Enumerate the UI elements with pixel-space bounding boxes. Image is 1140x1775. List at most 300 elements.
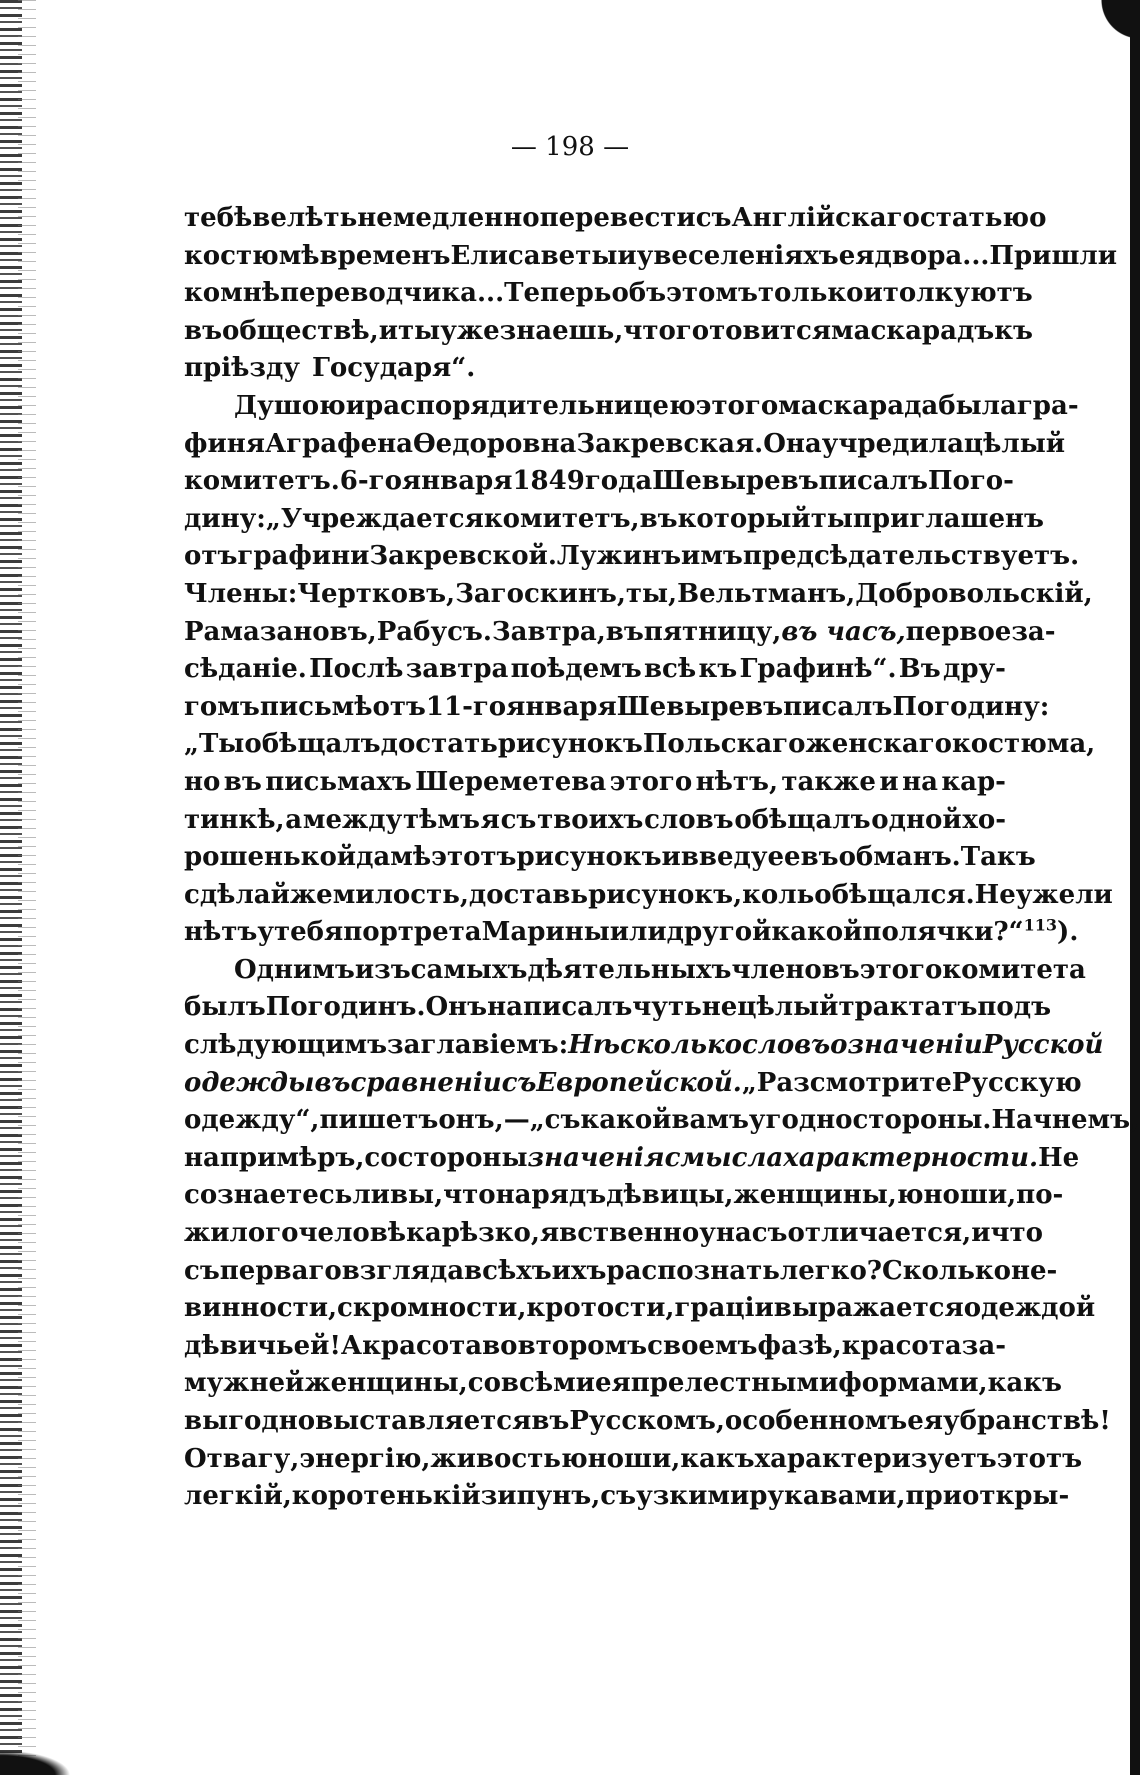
word: мужней	[184, 1368, 305, 1399]
word: красота	[841, 1330, 962, 1361]
word: объ	[611, 278, 667, 309]
word: этомъ	[666, 278, 758, 309]
word: статью	[919, 203, 1030, 233]
word: „съ	[529, 1105, 581, 1136]
word: стороны.	[852, 1105, 992, 1136]
word: Члены:	[184, 578, 298, 609]
word: цѣлый	[963, 428, 1066, 459]
word: маскарадъ	[831, 315, 995, 346]
word: этого	[695, 390, 779, 421]
word: ты	[398, 315, 441, 346]
word: 11-го	[425, 691, 507, 722]
word: —	[503, 1105, 530, 1136]
word: Погодинъ.	[265, 992, 426, 1023]
word: человѣка	[298, 1218, 442, 1249]
word: характеризуетъ	[754, 1443, 997, 1474]
word: и	[971, 1218, 991, 1249]
word: трактатъ	[838, 992, 978, 1023]
word: перваго	[219, 1255, 342, 1286]
word: на	[902, 766, 938, 797]
word: только	[757, 278, 864, 309]
word: гомъ	[184, 691, 260, 722]
word: Ѳедоровна	[413, 428, 577, 459]
word: ты	[810, 503, 853, 534]
text-line	[184, 350, 1006, 388]
word: а	[285, 804, 303, 835]
word: „Ты	[184, 729, 245, 760]
word: была	[938, 390, 1017, 421]
text-line	[184, 726, 1096, 764]
word: красота	[362, 1330, 483, 1361]
word: у	[257, 917, 275, 948]
word: письмѣ	[259, 691, 373, 722]
word: убранствѣ!	[943, 1406, 1111, 1436]
word: достать	[380, 729, 498, 760]
word: о	[1029, 203, 1047, 233]
word: „Учреждается	[265, 503, 484, 534]
word: этотъ	[431, 842, 517, 873]
text-line	[184, 1290, 1096, 1328]
word: 6-го	[339, 466, 402, 497]
word: что	[990, 1218, 1043, 1249]
word: Рамазановъ,	[184, 616, 377, 647]
word: мнѣ	[220, 278, 281, 309]
word: января	[506, 691, 617, 722]
word: винности,	[184, 1293, 338, 1324]
word: сдѣлай	[184, 879, 290, 910]
word: въ	[184, 315, 223, 346]
text-line	[184, 501, 1044, 539]
word: и	[879, 766, 899, 797]
text-line	[184, 463, 1014, 501]
word: своемъ	[647, 1330, 758, 1361]
word: пріѣзду	[184, 353, 300, 384]
word: другой	[666, 917, 772, 948]
word: немедленно	[357, 203, 540, 233]
word: обманъ.	[838, 842, 961, 873]
word: съ	[600, 1481, 637, 1512]
text-line	[184, 1215, 1043, 1253]
word: завтра	[405, 654, 509, 685]
word: угодно	[748, 1105, 853, 1136]
word: ея	[907, 1406, 943, 1436]
word: скромности,	[337, 1293, 527, 1324]
word: маскарада	[778, 390, 939, 421]
word: въ часъ,	[781, 616, 906, 647]
word: чуть	[632, 992, 702, 1023]
word: обѣщался.	[814, 879, 975, 910]
word: и	[345, 390, 366, 421]
page-number: — 198 —	[510, 132, 630, 162]
word: комитета	[942, 954, 1086, 985]
word: явственно	[539, 1218, 700, 1249]
word: этотъ	[996, 1443, 1083, 1474]
word: взгляда	[341, 1255, 465, 1286]
word: Такъ	[960, 842, 1036, 873]
word: дину:	[184, 503, 266, 534]
word: въ	[531, 1406, 570, 1436]
word: Марины	[481, 917, 610, 948]
word: какъ	[987, 1368, 1062, 1399]
word: былъ	[184, 992, 266, 1023]
word: Пришли	[989, 240, 1117, 271]
text-line	[184, 1441, 1083, 1479]
word: прелестными	[630, 1368, 839, 1399]
word: Погодину:	[892, 691, 1050, 722]
word: коротенькій	[291, 1481, 481, 1512]
word: дру-	[942, 654, 1006, 685]
text-line	[184, 200, 1047, 238]
word: тебя	[274, 917, 344, 948]
word: графини	[237, 541, 370, 572]
word: Душою	[234, 390, 346, 421]
word: членовъ	[731, 954, 860, 985]
word: о	[830, 1030, 848, 1061]
word: тѣмъ	[402, 804, 480, 835]
word: Завтра,	[491, 616, 606, 647]
text-line	[184, 1253, 1058, 1291]
word: обѣщалъ	[244, 729, 381, 760]
word: съ	[184, 1255, 220, 1286]
word: поѣдемъ	[510, 654, 642, 685]
word: распознать	[606, 1255, 780, 1286]
word: что	[623, 315, 676, 346]
word: Чертковъ,	[297, 578, 456, 609]
word: и	[863, 278, 883, 309]
word: рисунокъ,	[588, 879, 743, 910]
word: 1849	[512, 466, 585, 497]
word: рисунокъ	[497, 729, 643, 760]
word: второмъ	[517, 1330, 648, 1361]
word: жилого	[184, 1218, 299, 1249]
word: и	[378, 315, 399, 346]
word: писалъ	[783, 691, 893, 722]
word: Шевыревъ	[616, 691, 784, 722]
word: введу	[680, 842, 768, 873]
word: по-	[1016, 1180, 1064, 1211]
word: Русскомъ,	[569, 1406, 725, 1436]
word: характерности.	[783, 1142, 1039, 1173]
word: Начнемъ,	[991, 1105, 1140, 1136]
text-line	[184, 802, 1006, 840]
text-line	[184, 651, 1006, 689]
word: кар-	[941, 766, 1006, 797]
word: Вельтманъ,	[677, 578, 856, 609]
text-line	[184, 764, 1006, 802]
word: Графинѣ“.	[739, 654, 897, 685]
word: $^{113}$).	[1023, 915, 1079, 948]
word: всѣхъ	[464, 1255, 552, 1286]
word: пишетъ	[319, 1105, 439, 1136]
word: хо-	[962, 804, 1006, 835]
word: ея	[838, 240, 875, 271]
text-line	[184, 238, 1117, 276]
word: въ	[314, 1067, 351, 1098]
word: слѣдующимъ	[184, 1030, 388, 1061]
word: также	[781, 766, 876, 797]
word: Рабусъ.	[376, 616, 492, 647]
word: значеніи	[847, 1030, 983, 1061]
word: Закревская.	[576, 428, 764, 459]
word: двора...	[874, 240, 990, 271]
word: толкуютъ	[882, 278, 1033, 309]
word: обществѣ,	[222, 315, 379, 346]
word: съ	[500, 804, 537, 835]
text-line	[184, 614, 1056, 652]
word: Европейской.	[536, 1067, 742, 1098]
word: откры-	[962, 1481, 1070, 1512]
word: Въ	[898, 654, 941, 685]
scan-corner-artifact	[1090, 0, 1140, 40]
text-line	[184, 426, 1066, 464]
word: нѣтъ	[184, 917, 258, 948]
word: тинкѣ,	[184, 804, 285, 835]
word: готовится	[675, 315, 832, 346]
word: одеждой	[963, 1293, 1096, 1324]
word: знаешь,	[499, 315, 624, 346]
word: „Разсмотрите	[741, 1067, 952, 1098]
word: у	[699, 1218, 716, 1249]
word: юноши,	[560, 1443, 681, 1474]
word: узкими	[636, 1481, 750, 1512]
word: подъ	[977, 992, 1052, 1023]
text-line	[184, 989, 1052, 1027]
word: сѣданіе.	[184, 654, 307, 685]
word: Пого-	[927, 466, 1014, 497]
word: предсѣдательствуетъ.	[742, 541, 1080, 572]
word: Закревской.	[369, 541, 557, 572]
word: или	[609, 917, 667, 948]
word: велѣть	[252, 203, 358, 233]
word: ее	[767, 842, 801, 873]
word: одежды	[184, 1067, 315, 1098]
text-line	[184, 1065, 1082, 1103]
word: написалъ	[487, 992, 633, 1023]
word: отъ	[184, 541, 238, 572]
text-line	[184, 1365, 1062, 1403]
word: года	[584, 466, 653, 497]
word: Загоскинъ,	[455, 578, 626, 609]
word: въ	[605, 616, 644, 647]
word: января	[401, 466, 513, 497]
scan-bottom-smudge	[0, 1715, 170, 1775]
word: фазѣ,	[757, 1330, 842, 1361]
word: живость	[430, 1443, 561, 1474]
word: за-	[1011, 616, 1056, 647]
text-line	[184, 1328, 1006, 1366]
word: дѣвичьей!	[184, 1330, 341, 1361]
text-line	[184, 538, 1080, 576]
word: дѣвицы,	[606, 1180, 734, 1211]
word: за-	[961, 1330, 1006, 1361]
word: костюмѣ	[184, 240, 320, 271]
text-line	[184, 1403, 1111, 1441]
word: Елисаветы	[450, 240, 618, 271]
word: рѣзко,	[441, 1218, 540, 1249]
text-line	[184, 1140, 1080, 1178]
word: юноши,	[896, 1180, 1017, 1211]
word: тебѣ	[184, 203, 253, 233]
word: выгодно	[184, 1406, 316, 1436]
word: Добровольскій,	[855, 578, 1093, 609]
word: писалъ	[818, 466, 928, 497]
word: словъ	[741, 1030, 831, 1061]
word: костюма,	[952, 729, 1096, 760]
word: со	[364, 1142, 398, 1173]
word: Онъ	[425, 992, 488, 1023]
word: легкій,	[184, 1481, 292, 1512]
scan-right-edge-artifact	[1130, 0, 1140, 1775]
word: комитетъ.	[184, 466, 340, 497]
word: женскаго	[805, 729, 953, 760]
word: стороны	[397, 1142, 528, 1173]
word: значенія	[527, 1142, 665, 1173]
word: напримѣръ,	[184, 1142, 365, 1173]
text-line	[184, 388, 1079, 426]
word: сравненіи	[350, 1067, 502, 1098]
word: женщины,	[733, 1180, 897, 1211]
text-line	[184, 914, 1079, 952]
word: ты,	[625, 578, 678, 609]
word: не	[701, 992, 738, 1023]
word: Теперь	[504, 278, 612, 309]
word: что	[443, 1180, 496, 1211]
word: онъ,	[438, 1105, 504, 1136]
word: одной	[871, 804, 962, 835]
word: Она	[763, 428, 822, 459]
word: приглашенъ	[852, 503, 1044, 534]
word: Лужинъ	[556, 541, 682, 572]
word: портрета	[343, 917, 482, 948]
word: при	[905, 1481, 963, 1512]
scan-left-edge-noise	[18, 0, 36, 1775]
word: Отвагу,	[184, 1443, 300, 1474]
word: во	[482, 1330, 518, 1361]
word: въ	[639, 503, 678, 534]
word: легко?	[779, 1255, 883, 1286]
word: ли	[352, 1180, 390, 1211]
word: Послѣ	[309, 654, 404, 685]
word: и	[617, 240, 637, 271]
word: въ	[800, 842, 839, 873]
word: Аграфена	[264, 428, 413, 459]
word: обѣщалъ	[734, 804, 871, 835]
word: не-	[1010, 1255, 1058, 1286]
text-line	[184, 877, 1113, 915]
word: Польскаго	[642, 729, 806, 760]
word: гра-	[1016, 390, 1079, 421]
text-line	[184, 1177, 1064, 1215]
word: выставляется	[315, 1406, 532, 1436]
word: коль	[742, 879, 815, 910]
word: словъ	[644, 804, 734, 835]
word: я	[480, 804, 500, 835]
word: перевести	[539, 203, 696, 233]
word: ея	[594, 1368, 631, 1399]
word: съ	[501, 1067, 537, 1098]
word: Англійскаго	[731, 203, 920, 233]
word: Сколько	[882, 1255, 1011, 1286]
word: формами,	[838, 1368, 988, 1399]
word: же	[289, 879, 333, 910]
word: учредила	[821, 428, 964, 459]
word: вамъ	[671, 1105, 749, 1136]
word: заглавіемъ:	[387, 1030, 569, 1061]
word: письмахъ	[265, 766, 412, 797]
word: милость,	[332, 879, 469, 910]
word: ихъ	[551, 1255, 607, 1286]
word: рошенькой	[184, 842, 357, 873]
text-line	[184, 689, 1050, 727]
word: рукавами,	[749, 1481, 906, 1512]
word: нарядъ	[495, 1180, 607, 1211]
word: Государя“.	[311, 353, 476, 384]
word: уже	[440, 315, 500, 346]
word: отъ	[372, 691, 426, 722]
word: Русскую	[951, 1067, 1082, 1098]
word: полячки?“	[862, 917, 1024, 948]
word: первое	[905, 616, 1012, 647]
word: который	[677, 503, 811, 534]
word: особенномъ	[724, 1406, 908, 1436]
word: кротости,	[526, 1293, 675, 1324]
word: этого	[859, 954, 943, 985]
word: между	[302, 804, 403, 835]
word: Однимъ	[234, 954, 355, 985]
word: цѣлый	[737, 992, 839, 1023]
word: нѣтъ,	[695, 766, 779, 797]
word: къ	[994, 315, 1033, 346]
word: Шевыревъ	[652, 466, 819, 497]
text-line	[184, 952, 1086, 990]
word: ко	[184, 278, 221, 309]
word: временъ	[319, 240, 451, 271]
word: одежду“,	[184, 1105, 320, 1136]
word: вы,	[389, 1180, 444, 1211]
word: увеселеніяхъ	[636, 240, 839, 271]
word: насъ	[715, 1218, 788, 1249]
word: съ	[695, 203, 732, 233]
word: комитетъ,	[483, 503, 640, 534]
text-line	[184, 1027, 1104, 1065]
text-line	[184, 1478, 1070, 1516]
body-text	[184, 200, 1140, 1516]
word: распорядительницею	[365, 390, 696, 421]
word: въ	[223, 766, 262, 797]
word: и	[661, 842, 681, 873]
word: женщины,	[304, 1368, 468, 1399]
word: энергію,	[299, 1443, 431, 1474]
word: А	[340, 1330, 363, 1361]
word: смысла	[664, 1142, 784, 1173]
text-line	[184, 313, 1033, 351]
word: Нѣсколько	[568, 1030, 742, 1061]
word: выражается	[773, 1293, 964, 1324]
word: сознаетесь	[184, 1180, 353, 1211]
word: всѣ	[643, 654, 697, 685]
word: зипунъ,	[480, 1481, 601, 1512]
word: Неужели	[974, 879, 1113, 910]
word: этого	[609, 766, 693, 797]
text-line	[184, 839, 1036, 877]
text-line	[184, 1102, 1140, 1140]
word: дамѣ	[356, 842, 432, 873]
word: финя	[184, 428, 265, 459]
word: твоихъ	[537, 804, 644, 835]
word: какой	[771, 917, 863, 948]
word: всѣми	[500, 1368, 595, 1399]
word: какой	[580, 1105, 672, 1136]
